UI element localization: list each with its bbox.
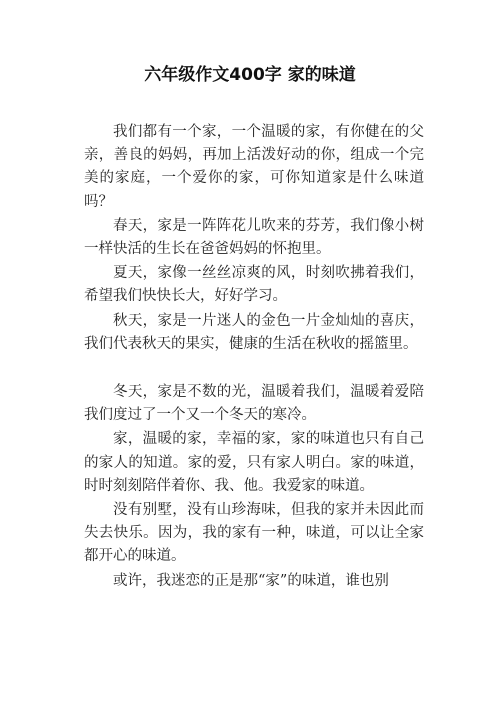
paragraph-home: 家，温暖的家，幸福的家，家的味道也只有自己的家人的知道。家的爱，只有家人明白。家的味道，时时刻刻陪伴着你、我、他。我爱家的味道。	[84, 431, 424, 494]
paragraph-spring: 春天，家是一阵阵花儿吹来的芬芳，我们像小树一样快活的生长在爸爸妈妈的怀抱里。	[84, 217, 424, 258]
essay-body	[84, 120, 424, 593]
paragraph-closing: 或许，我迷恋的正是那“家”的味道，谁也别	[113, 572, 389, 589]
paragraph-intro: 我们都有一个家，一个温暖的家，有你健在的父亲，善良的妈妈，再加上活泼好动的你，组成一个完美的家庭，一个爱你的家，可你知道家是什么味道吗？	[84, 124, 424, 210]
paragraph-autumn: 秋天，家是一片迷人的金色一片金灿灿的喜庆，我们代表秋天的果实，健康的生活在秋收的摇篮里。	[84, 312, 424, 352]
paragraph-summer: 夏天，家像一丝丝凉爽的风，时刻吹拂着我们，希望我们快快长大，好好学习。	[84, 265, 424, 305]
paragraph-winter: 冬天，家是不数的光，温暖着我们，温暖着爱陪我们度过了一个又一个冬天的寒冷。	[84, 384, 424, 424]
paragraph-happiness: 没有别墅，没有山珍海味，但我的家并未因此而失去快乐。因为，我的家有一种，味道，可以让全家都开心的味道。	[84, 502, 424, 565]
page-title: 六年级作文400字 家的味道	[144, 65, 356, 85]
